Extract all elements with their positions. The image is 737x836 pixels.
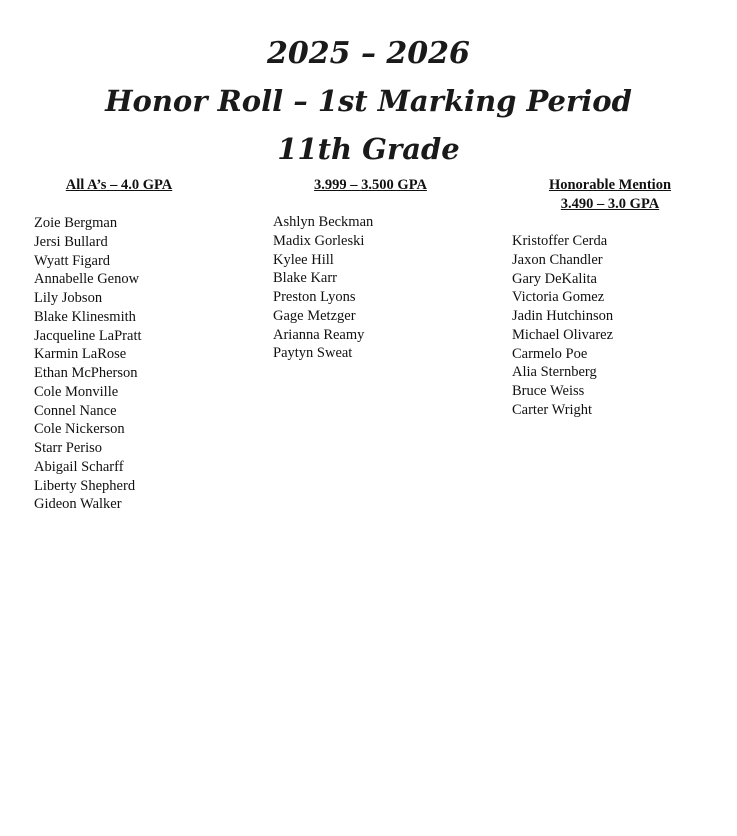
student-name: Karmin LaRose — [34, 346, 127, 363]
column-heading — [44, 176, 194, 195]
name-list — [34, 214, 234, 514]
student-name: Preston Lyons — [273, 289, 356, 305]
student-name: Jadin Hutchinson — [512, 308, 614, 324]
student-name: Victoria Gomez — [512, 289, 605, 306]
column-heading — [512, 176, 708, 214]
student-name: Bruce Weiss — [512, 383, 585, 399]
student-name: Gideon Walker — [34, 496, 122, 513]
column-3999-3500 — [273, 176, 473, 363]
column-honorable-mention — [512, 176, 712, 420]
grade-title: 11th Grade — [277, 132, 460, 166]
student-name: Ashlyn Beckman — [273, 214, 374, 230]
student-name: Arianna Reamy — [273, 326, 365, 343]
student-name: Cole Monville — [34, 383, 119, 400]
student-name: Wyatt Figard — [34, 252, 111, 269]
student-name: Jaxon Chandler — [512, 251, 603, 268]
name-list — [512, 232, 712, 420]
student-name: Jersi Bullard — [34, 233, 108, 250]
student-name: Kylee Hill — [273, 251, 334, 268]
honor-roll-title: Honor Roll – 1st Marking Period — [105, 84, 632, 118]
student-name: Blake Karr — [273, 270, 338, 287]
student-name: Annabelle Genow — [34, 271, 140, 288]
student-name: Carmelo Poe — [512, 345, 588, 362]
student-name: Lily Jobson — [34, 290, 103, 306]
student-name: Jacqueline LaPratt — [34, 327, 142, 344]
heading-line: 3.999 – 3.500 GPA — [314, 177, 427, 193]
column-all-as — [34, 176, 234, 514]
student-name: Madix Gorleski — [273, 232, 365, 249]
student-name: Paytyn Sweat — [273, 345, 353, 362]
student-name: Connel Nance — [34, 402, 117, 419]
student-name: Gary DeKalita — [512, 270, 597, 287]
student-name: Carter Wright — [512, 401, 593, 418]
heading-line: 3.490 – 3.0 GPA — [560, 196, 660, 212]
column-heading — [283, 176, 458, 195]
student-name: Zoie Bergman — [34, 215, 118, 231]
student-name: Abigail Scharff — [34, 458, 124, 475]
student-name: Alia Sternberg — [512, 364, 597, 381]
student-name: Ethan McPherson — [34, 365, 138, 381]
student-name: Gage Metzger — [273, 307, 356, 324]
name-list — [273, 213, 473, 363]
heading-line: All A’s – 4.0 GPA — [65, 177, 173, 193]
student-name: Kristoffer Cerda — [512, 233, 608, 249]
student-name: Blake Klinesmith — [34, 308, 136, 325]
heading-line: Honorable Mention — [548, 177, 672, 193]
student-name: Starr Periso — [34, 440, 103, 456]
student-name: Liberty Shepherd — [34, 477, 136, 494]
school-year-title: 2025 – 2026 — [267, 36, 470, 71]
student-name: Cole Nickerson — [34, 421, 125, 438]
student-name: Michael Olivarez — [512, 326, 614, 343]
